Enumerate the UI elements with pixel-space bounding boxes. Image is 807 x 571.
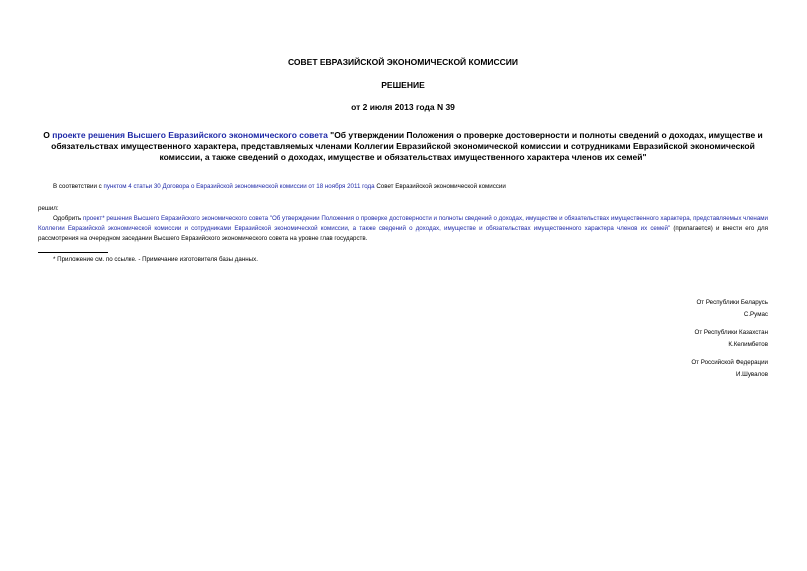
signature-name: С.Румас [743,310,768,318]
signature-block-russia [691,357,768,380]
title-prefix: О [43,130,53,140]
decided-label: решил: [38,205,59,212]
decision-paragraph [38,214,768,244]
organization-heading: СОВЕТ ЕВРАЗИЙСКОЙ ЭКОНОМИЧЕСКОЙ КОМИССИИ [287,57,519,67]
document-title [38,130,768,163]
body-prefix: Одобрить [53,215,83,222]
signature-country: От Российской Федерации [691,359,768,366]
signature-country: От Республики Казахстан [694,329,768,336]
signature-name: К.Келимбетов [728,340,768,348]
body-suffix: (прилагается) и внести его для рассмотрения на очередном заседании Высшего Евразийского экономического совета на уровне глав государств. [38,225,768,242]
signature-block-kazakhstan [695,327,768,350]
footnote-text: * Приложение см. по ссылке. - Примечание изготовителя базы данных. [53,256,258,263]
signature-name: И.Шувалов [736,370,768,378]
title-link[interactable]: проекте решения Высшего Евразийского экономического совета [52,130,328,140]
signature-country: От Республики Беларусь [696,299,768,306]
title-rest: "Об утверждении Положения о проверке достоверности и полноты сведений о доходах, имуществе и обязательствах имущественного характера, представляемых членами Коллегии Евразийской экономической комиссии и сотрудниками Евразийской экономической комиссии, а также сведений о доходах, имуществе и обязательствах имущественного характера членов их семей" [51,130,763,162]
preamble-paragraph [53,183,506,190]
date-number-heading: от 2 июля 2013 года N 39 [351,102,455,112]
signature-block-belarus [696,297,768,320]
document-page [38,0,768,571]
body-link[interactable]: проект* решения Высшего Евразийского экономического совета "Об утверждении Положения о проверке достоверности и полноты сведений о доходах, имуществе и обязательствах имущественного характера, представляемых членами Коллегии Евразийской экономической комиссии и сотрудниками Евразийской экономической комиссии, а также сведений о доходах, имуществе и обязательствах имущественного характера членов их семей" [38,215,769,232]
preamble-link[interactable]: пунктом 4 статьи 30 Договора о Евразийской экономической комиссии от 18 ноября 2011 года [103,183,375,190]
preamble-prefix: В соответствии с [53,183,104,190]
document-type-heading: РЕШЕНИЕ [381,80,425,90]
footnote-divider [38,252,108,253]
preamble-suffix: Совет Евразийской экономической комиссии [374,183,506,190]
